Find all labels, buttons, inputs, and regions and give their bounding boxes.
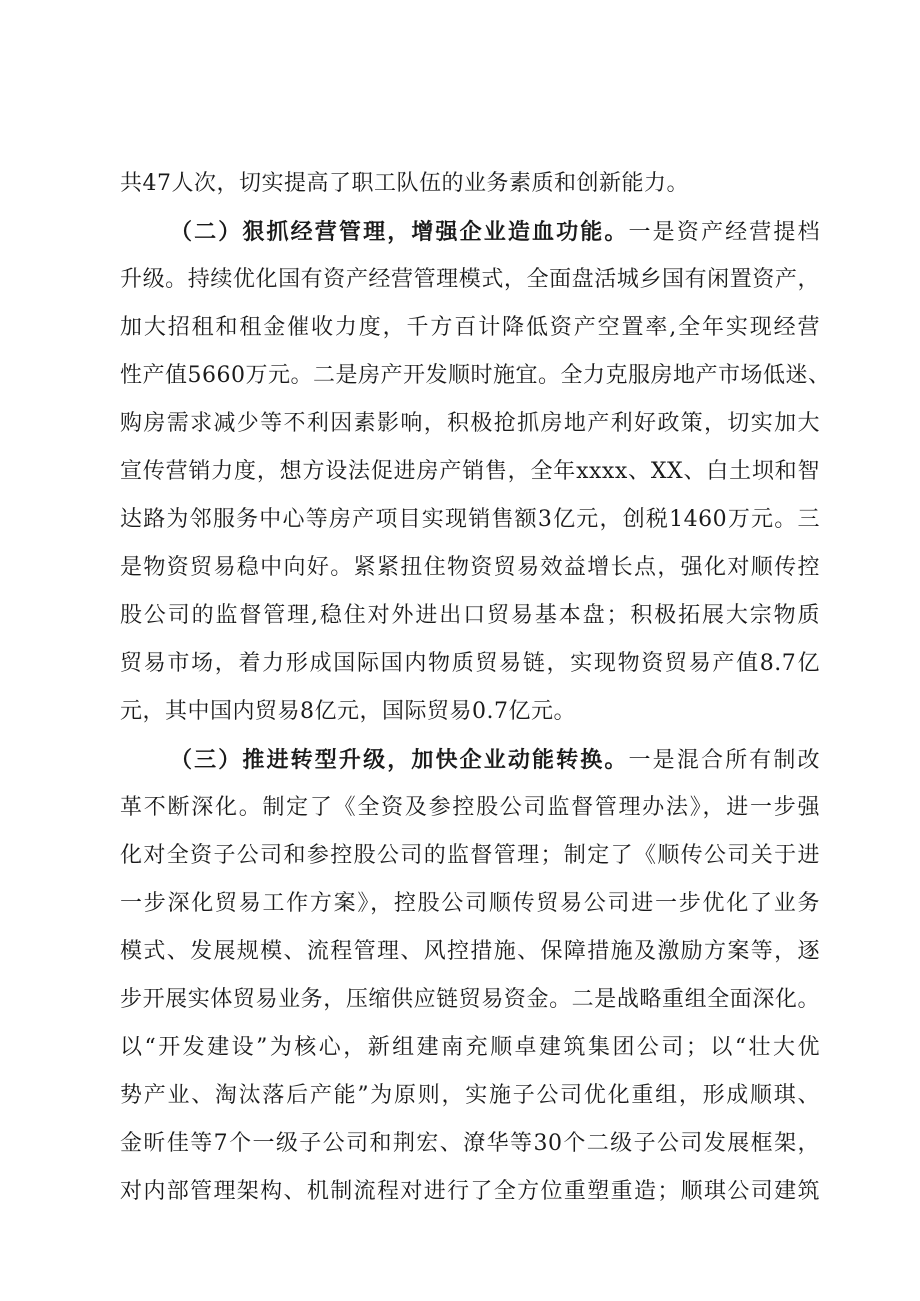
text-line: 加大招租和租金催收力度，千方百计降低资产空置率,全年实现经营 (120, 315, 820, 340)
text-line: 步开展实体贸易业务，压缩供应链贸易资金。二是战略重组全面深化。 (120, 987, 820, 1012)
text-line: 金昕佳等7个一级子公司和荆宏、潦华等30个二级子公司发展框架， (120, 1131, 820, 1156)
text-line: 一步深化贸易工作方案》，控股公司顺传贸易公司进一步优化了业务 (120, 891, 820, 916)
text-line: 升级。持续优化国有资产经营管理模式，全面盘活城乡国有闲置资产， (120, 267, 820, 292)
text-line: 共47人次，切实提高了职工队伍的业务素质和创新能力。 (120, 171, 689, 196)
text-line: 元，其中国内贸易8亿元，国际贸易0.7亿元。 (120, 699, 576, 724)
text-line: 化对全资子公司和参控股公司的监督管理；制定了《顺传公司关于进 (120, 843, 820, 868)
section-heading: （二）狠抓经营管理，增强企业造血功能。 (170, 219, 629, 245)
text-line: 达路为邻服务中心等房产项目实现销售额3亿元，创税1460万元。三 (120, 507, 820, 532)
section-heading-line (170, 740, 820, 780)
text-line: 对内部管理架构、机制流程对进行了全方位重塑重造；顺琪公司建筑 (120, 1179, 820, 1204)
text-line: 贸易市场，着力形成国际国内物质贸易链，实现物资贸易产值8.7亿 (120, 651, 820, 676)
text-run: 一是混合所有制改 (628, 748, 820, 773)
text-line: 购房需求减少等不利因素影响，积极抢抓房地产利好政策，切实加大 (120, 411, 820, 436)
text-line: 性产值5660万元。二是房产开发顺时施宜。全力克服房地产市场低迷、 (120, 363, 831, 388)
text-line: 模式、发展规模、流程管理、风控措施、保障措施及激励方案等，逐 (120, 939, 820, 964)
text-line: 股公司的监督管理,稳住对外进出口贸易基本盘；积极拓展大宗物质 (120, 603, 820, 628)
text-line: 势产业、淘汰落后产能”为原则，实施子公司优化重组，形成顺琪、 (120, 1083, 820, 1108)
text-run: 一是资产经营提档 (628, 220, 820, 245)
section-heading: （三）推进转型升级，加快企业动能转换。 (170, 747, 629, 773)
text-line: 革不断深化。制定了《全资及参控股公司监督管理办法》，进一步强 (120, 795, 820, 820)
text-line: 以“开发建设”为核心，新组建南充顺卓建筑集团公司；以“壮大优 (120, 1035, 820, 1060)
text-line: 宣传营销力度，想方设法促进房产销售，全年xxxx、XX、白土坝和智 (120, 459, 820, 484)
text-line: 是物资贸易稳中向好。紧紧扭住物资贸易效益增长点，强化对顺传控 (120, 555, 820, 580)
section-heading-line (170, 212, 820, 252)
